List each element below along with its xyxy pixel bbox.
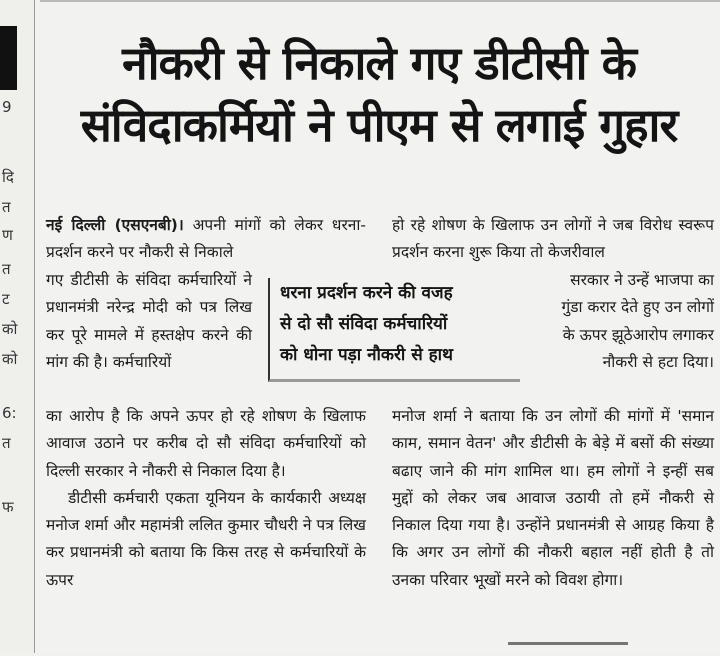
margin-fragment: 6: bbox=[2, 404, 17, 422]
margin-fragment: ण bbox=[2, 226, 13, 244]
dateline: नई दिल्ली (एसएनबी)। bbox=[46, 216, 184, 234]
pull-quote-line-1: धरना प्रदर्शन करने की वजह bbox=[280, 283, 453, 303]
margin-fragment: दि bbox=[2, 168, 14, 186]
article-text: सरकार ने उन्हें भाजपा का गुंडा करार देते हुए उन लोगों के ऊपर झूठेआरोप लगाकर नौकरी से हटा दिया। bbox=[561, 271, 714, 371]
margin-fragment: फ bbox=[2, 498, 14, 516]
article-left-top bbox=[46, 212, 366, 267]
pull-quote-line-2: से दो सौ संविदा कर्मचारियों bbox=[280, 314, 448, 334]
margin-fragment: त bbox=[2, 434, 11, 452]
article-right-bottom bbox=[392, 403, 714, 594]
article-text: मनोज शर्मा ने बताया कि उन लोगों की मांगों में 'समान काम, समान वेतन' और डीटीसी के बेड़े में बसों की संख्या बढाए जाने की मांग शामिल था। हम लोगों ने इन्हीं सब मुद्दों को लेकर जब आवाज उठायी तो हमें नौकरी से निकाल दिया गया है। उन्होंने प्रधानमंत्री से आग्रह किया है कि अगर उन लोगों की नौकरी बहाल नहीं होती है तो उनका परिवार भूखों मरने को विवश होगा। bbox=[392, 407, 714, 589]
left-margin-strip bbox=[0, 0, 35, 653]
margin-fragment: त bbox=[2, 260, 11, 278]
article-left-bottom bbox=[46, 403, 366, 594]
article-text: का आरोप है कि अपने ऊपर हो रहे शोषण के खिलाफ आवाज उठाने पर करीब दो सौ संविदा कर्मचारियों को दिल्ली सरकार ने नौकरी से निकाल दिया है। bbox=[46, 407, 366, 480]
headline-line-1: नौकरी से निकाले गए डीटीसी के bbox=[122, 36, 636, 90]
article-text: हो रहे शोषण के खिलाफ उन लोगों ने जब विरोध स्वरूप प्रदर्शन करना शुरू किया तो केजरीवाल bbox=[392, 216, 714, 262]
headline bbox=[44, 32, 714, 156]
margin-fragment: को bbox=[2, 350, 18, 368]
bottom-cut-fragment bbox=[508, 642, 628, 656]
top-cut-edge bbox=[40, 0, 720, 8]
article-left-narrow bbox=[46, 267, 252, 376]
margin-black-block bbox=[0, 26, 17, 90]
margin-fragment: को bbox=[2, 320, 18, 338]
article-text: अपनी मांगों को लेकर धरना-प्रदर्शन करने पर नौकरी से निकाले bbox=[46, 216, 366, 262]
pull-quote-line-3: को धोना पड़ा नौकरी से हाथ bbox=[280, 345, 453, 365]
article-text: गए डीटीसी के संविदा कर्मचारियों ने प्रधानमंत्री नरेन्द्र मोदी को पत्र लिख कर पूरे मामले में हस्तक्षेप करने की मांग की है। कर्मचारियों bbox=[46, 271, 252, 371]
article-right-top bbox=[392, 212, 714, 267]
headline-line-2: संविदाकर्मियों ने पीएम से लगाई गुहार bbox=[80, 98, 678, 152]
margin-fragment: त bbox=[2, 198, 11, 216]
pull-quote bbox=[268, 278, 520, 382]
margin-fragment: ट bbox=[2, 290, 10, 308]
article-right-narrow bbox=[548, 267, 714, 376]
article-text: डीटीसी कर्मचारी एकता यूनियन के कार्यकारी अध्यक्ष मनोज शर्मा और महामंत्री ललित कुमार चौधरी ने पत्र लिख कर प्रधानमंत्री को बताया कि किस तरह से कर्मचारियों के ऊपर bbox=[46, 488, 366, 589]
margin-fragment: 9 bbox=[2, 98, 12, 116]
